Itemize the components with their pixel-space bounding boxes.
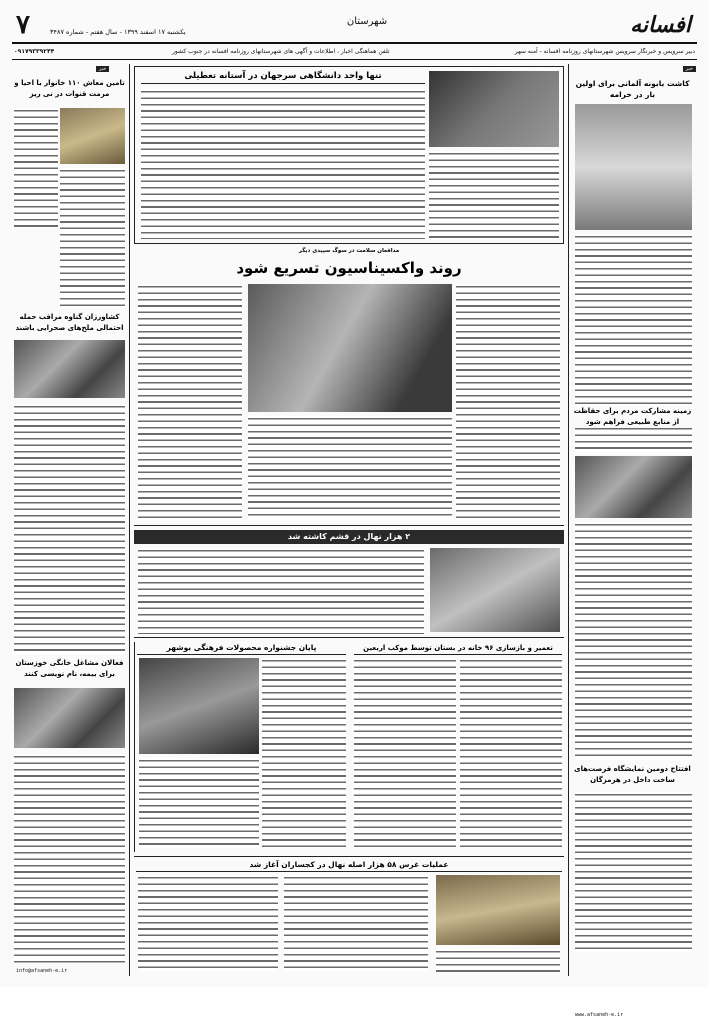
seedlings-headline: عملیات غرس ۵۸ هزار اصله نهال در کجساران آغاز شد [136,859,562,872]
right-footer-url: www.afsaneh-e.ir [575,1012,624,1018]
left-photo-3 [14,688,125,748]
section-title: شهرستان [346,16,388,27]
right-photo-1 [575,104,692,230]
right-column [568,64,696,1018]
dateline: یکشنبه ۱۷ اسفند ۱۳۹۹ - سال هفتم - شماره ۳۴۸۷ [50,28,186,36]
top-story [134,66,564,244]
festival-text-b [139,758,259,848]
houses-text-b [354,658,456,848]
houses-headline: تعمیر و بازسازی ۹۶ خانه در بستان توسط موکب اربعین [354,642,562,655]
right-headline-1: کاشت بابونه آلمانی برای اولین بار در خرامه [575,79,690,99]
seedlings-text-a [138,875,278,971]
right-headline-2: زمینه مشارکت مردم برای حفاظت از منابع طبیعی فراهم شود [573,407,692,426]
left-text-2 [14,404,125,654]
left-headline-1: تامین معاش ۱۱۰ خانوار با احیا و مرمت قنوات در نی ریز [14,79,125,98]
vaccine-text-left [138,284,242,520]
top-story-text-a [141,89,425,239]
right-tag: خبر [683,66,696,72]
saplings-story [134,530,564,638]
top-story-photo [429,71,559,147]
festival-headline: پایان جشنواره محصولات فرهنگی بوشهر [137,642,346,655]
newspaper-logo: افسانه [630,12,691,38]
seedlings-text-c [436,949,560,973]
top-story-text-b [429,151,559,239]
left-text-1b [60,168,125,308]
masthead [12,10,697,44]
vaccine-photo [248,284,452,412]
left-tag: خبر [96,66,109,72]
left-headline-3: فعالان مشاغل خانگی خوزستان برای بیمه، نام نویسی کنند [15,659,124,678]
houses-text-a [460,658,562,848]
top-story-headline: تنها واحد دانشگاهی سرجهان در آستانه تعطیلی [141,69,425,84]
page-number: ۷ [16,10,30,40]
left-headline-2: کشاورزان گناوه مراقب حمله احتمالی ملخ‌های صحرایی باشند [15,313,124,332]
subheader [12,46,697,60]
right-headline-3: افتتاح دومین نمایشگاه فرصت‌های ساخت داخل در هرمزگان [574,765,691,784]
right-photo-2 [575,456,692,518]
right-text-3 [575,792,692,952]
subheader-contact: تلفن هماهنگی اخبار ، اطلاعات و آگهی های شهرستانهای روزنامه افسانه در جنوب کشور [172,48,390,55]
left-text-1a [14,108,58,228]
seedlings-story [134,856,564,976]
subheader-phone: ۰۹۱۷۹۳۳۹۲۴۴ [14,48,55,55]
left-photo-2 [14,340,125,398]
right-text-2 [575,522,692,760]
vaccine-story [134,248,564,526]
subheader-editor: دبیر سرویس و خبرنگار سرویس شهرستانهای روزنامه افسانه - آمنه سهر [514,48,695,55]
vaccine-text-right [456,284,560,520]
left-column [12,64,130,976]
vaccine-kicker: مدافعان سلامت در سوگ سپیدی دیگر [298,248,400,254]
vaccine-headline: روند واکسیناسیون تسریع شود [236,259,462,277]
seedlings-photo [436,875,560,945]
vaccine-text-center [248,416,452,520]
left-footer-url: info@afsaneh-e.ir [16,968,68,974]
saplings-photo [430,548,560,632]
houses-story [352,642,564,852]
saplings-headline: ۲ هزار نهال در قشم کاشته شد [134,530,564,544]
festival-story [134,642,348,852]
saplings-text [138,548,424,634]
festival-photo [139,658,259,754]
seedlings-text-b [284,875,428,971]
festival-text-a [262,658,346,848]
left-text-3 [14,754,125,964]
left-photo-1 [60,108,125,164]
